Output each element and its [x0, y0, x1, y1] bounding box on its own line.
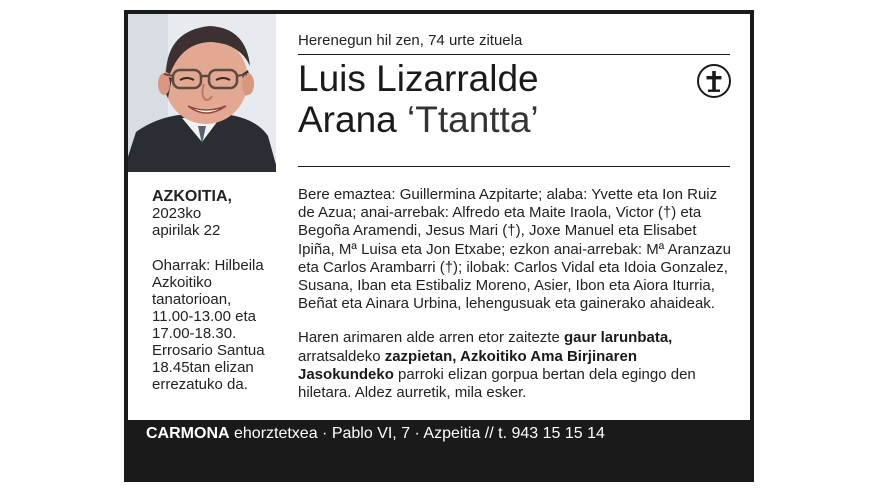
portrait-illustration: [128, 14, 276, 172]
deceased-name: [298, 58, 539, 140]
name-line-2: Arana: [298, 99, 397, 140]
nickname: ‘Ttantta’: [407, 99, 539, 140]
name-line-1: Luis Lizarralde: [298, 58, 539, 99]
obituary-card: [124, 10, 754, 482]
date-line-2: apirilak 22: [152, 222, 221, 239]
town-name: AZKOITIA,: [152, 188, 232, 205]
invite-time-place: zazpietan, Azkoitiko Ama Birjinaren Jasokundeko: [298, 347, 637, 383]
death-notice-lead: Herenegun hil zen, 74 urte zituela: [298, 32, 523, 49]
invite-text-3: parroki elizan gorpua bertan dela egingo den hiletara. Aldez aurretik, mila esker.: [298, 365, 696, 402]
invite-day: gaur larunbata,: [563, 329, 673, 347]
invite-text-2: arratsaldeko: [298, 347, 385, 365]
header-top-rule: [298, 54, 730, 55]
funeral-invitation: [298, 329, 734, 402]
invite-text-1: Haren arimaren alde arren etor zaitezte: [298, 329, 564, 347]
funeral-home-contact: ehorztetxea · Pablo VI, 7 · Azpeitia // t. 943 15 15 14: [229, 425, 605, 442]
funeral-home-footer: [128, 420, 750, 478]
cross-in-circle-icon: [697, 64, 731, 98]
sidebar-details: [152, 188, 276, 393]
date-line-1: 2023ko: [152, 205, 202, 222]
obituary-body: [298, 186, 734, 402]
family-list: Bere emaztea: Guillermina Azpitarte; alaba: Yvette eta Ion Ruiz de Azua; anai-arrebak: Alfredo eta Maite Iraola, Victor (†) eta Begoña Aramendi, Jesus Mari (†), Joxe Manuel eta Elisabet Ipiña, Mª Luisa eta Jon Etxabe; ezkon anai-arrebak: Mª Aranzazu eta Carlos Arambarri (†); ilobak: Carlos Vidal eta Idoia Gonzalez, Susana, Iban eta Estibaliz Moreno, Asier, Ibon eta Aiora Iturria, Beñat eta Ainara Urbina, lehengusuak eta gainerako ahaideak.: [298, 186, 732, 313]
wake-notes: Oharrak: Hilbeila Azkoitiko tanatorioan, 11.00-13.00 eta 17.00-18.30. Errosario Santua 18.45tan elizan errezatuko da.: [152, 257, 265, 393]
header-bottom-rule: [298, 166, 730, 167]
portrait-photo: [128, 14, 276, 172]
footer-line: [146, 425, 605, 443]
funeral-home-brand: CARMONA: [146, 425, 230, 442]
